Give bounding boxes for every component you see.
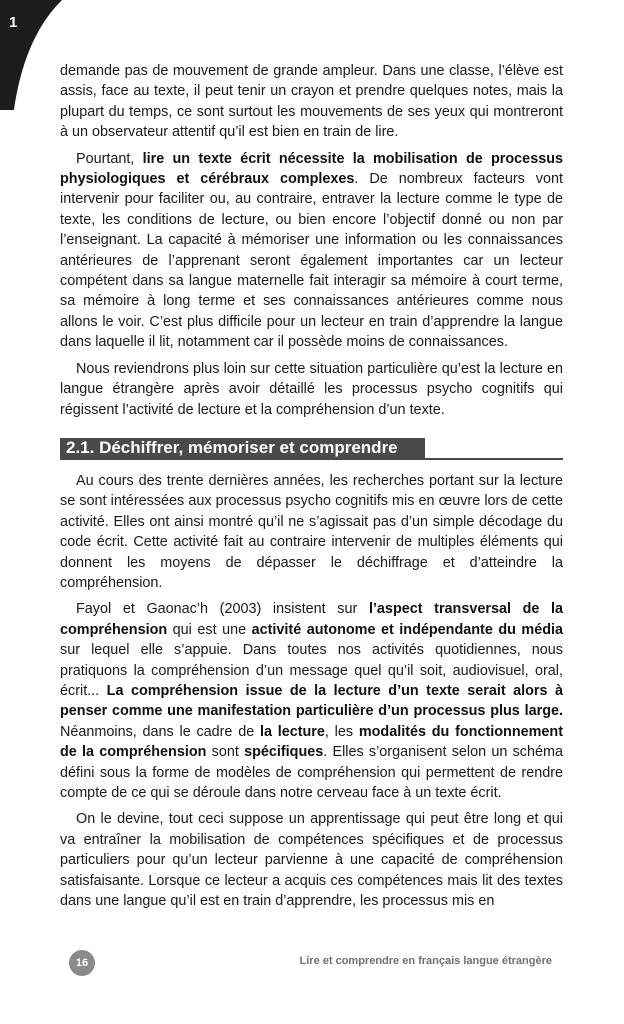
bold-run: activité autonome et indépendante du média [251,621,564,638]
section-heading [60,438,563,462]
chapter-number: 1 [9,14,18,31]
text-run: sur lequel elle s’appuie. Dans toutes nos activités quotidiennes, nous pratiquons la compréhension d’un message quel qu’il soit, audiovisuel, oral, écrit... [60,642,563,699]
text-run: , les [324,723,359,740]
paragraph-6: On le devine, tout ceci suppose un apprentissage qui peut être long et qui va entraîner la mobilisation de compétences spécifiques et de processus particuliers pour qu’un lecteur parvienne à une capacité de compréhension satisfaisante. Lorsque ce lecteur a acquis ces compétences mais lit des textes dans une langue qu’il est en train d’apprendre, les processus mis en [60,811,563,910]
text-run: . De nombreux facteurs vont intervenir pour faciliter ou, au contraire, entraver la lecture comme le type de texte, les conditions de lecture, ou bien encore l’objectif donné ou non par l’enseignant. La capacité à mémoriser une information ou les connaissances antérieures de l’apprenant seront également importantes car un lecteur compétent dans sa langue maternelle fait interagir sa mémoire à court terme, sa mémoire à long terme et ses connaissances antérieures comme nous allons le voir. C’est plus difficile pour un lecteur en train d’apprendre la langue dans laquelle il lit, notamment car il possède moins de connaissances. [60,171,563,351]
page-body [60,61,563,917]
bold-run: La compréhension issue de la lecture d’un texte serait alors à penser comme une manifestation particulière d’un processus plus large. [60,682,563,720]
running-footer-title: Lire et comprendre en français langue étrangère [299,955,552,967]
paragraph-1: demande pas de mouvement de grande ampleur. Dans une classe, l’élève est assis, face au texte, il peut tenir un crayon et prendre quelques notes, mais la plupart du temps, ce sont surtout les mouvements de ses yeux qui montreront à un observateur attentif qu’il est bien en train de lire. [60,63,563,141]
text-run: sont [206,744,245,761]
page-number-badge: 16 [69,950,95,976]
text-run: qui est une [167,621,252,638]
bold-run: modalités du fonctionnement de la compréhension [60,723,563,761]
bold-run: lire un texte écrit nécessite la mobilisation de processus physiologiques et cérébraux complexes [60,150,563,188]
text-run: . Elles s’organisent selon un schéma défini sous la forme de modèles de compréhension qui permettent de rendre compte de ce qui se déroule dans notre cerveau face à un texte écrit. [60,744,563,801]
bold-run: spécifiques [244,744,324,761]
text-run: Pourtant, [76,150,143,167]
paragraph-2 [60,149,563,353]
bold-run: l’aspect transversal de la compréhension [60,601,564,638]
paragraph-4: Au cours des trente dernières années, les recherches portant sur la lecture se sont intéressées aux processus psycho cognitifs mis en œuvre lors de cette activité. Elles ont ainsi montré qu’il ne s’agissait pas d’un simple décodage du code écrit. Cette activité fait au contraire intervenir de multiples éléments qui donnent les moyens de dépasser le déchiffrage et d’atteindre la compréhension. [60,472,563,591]
text-run: Néanmoins, dans le cadre de [60,723,260,740]
bold-run: la lecture [259,723,325,740]
text-run: Fayol et Gaonac’h (2003) insistent sur [76,601,369,618]
section-heading-title: 2.1. Déchiffrer, mémoriser et comprendre [66,437,398,457]
paragraph-5 [60,599,563,803]
paragraph-3: Nous reviendrons plus loin sur cette situation particulière qu’est la lecture en langue étrangère après avoir détaillé les processus psycho cognitifs qui régissent l’activité de lecture et la compréhension d’un texte. [60,360,563,418]
